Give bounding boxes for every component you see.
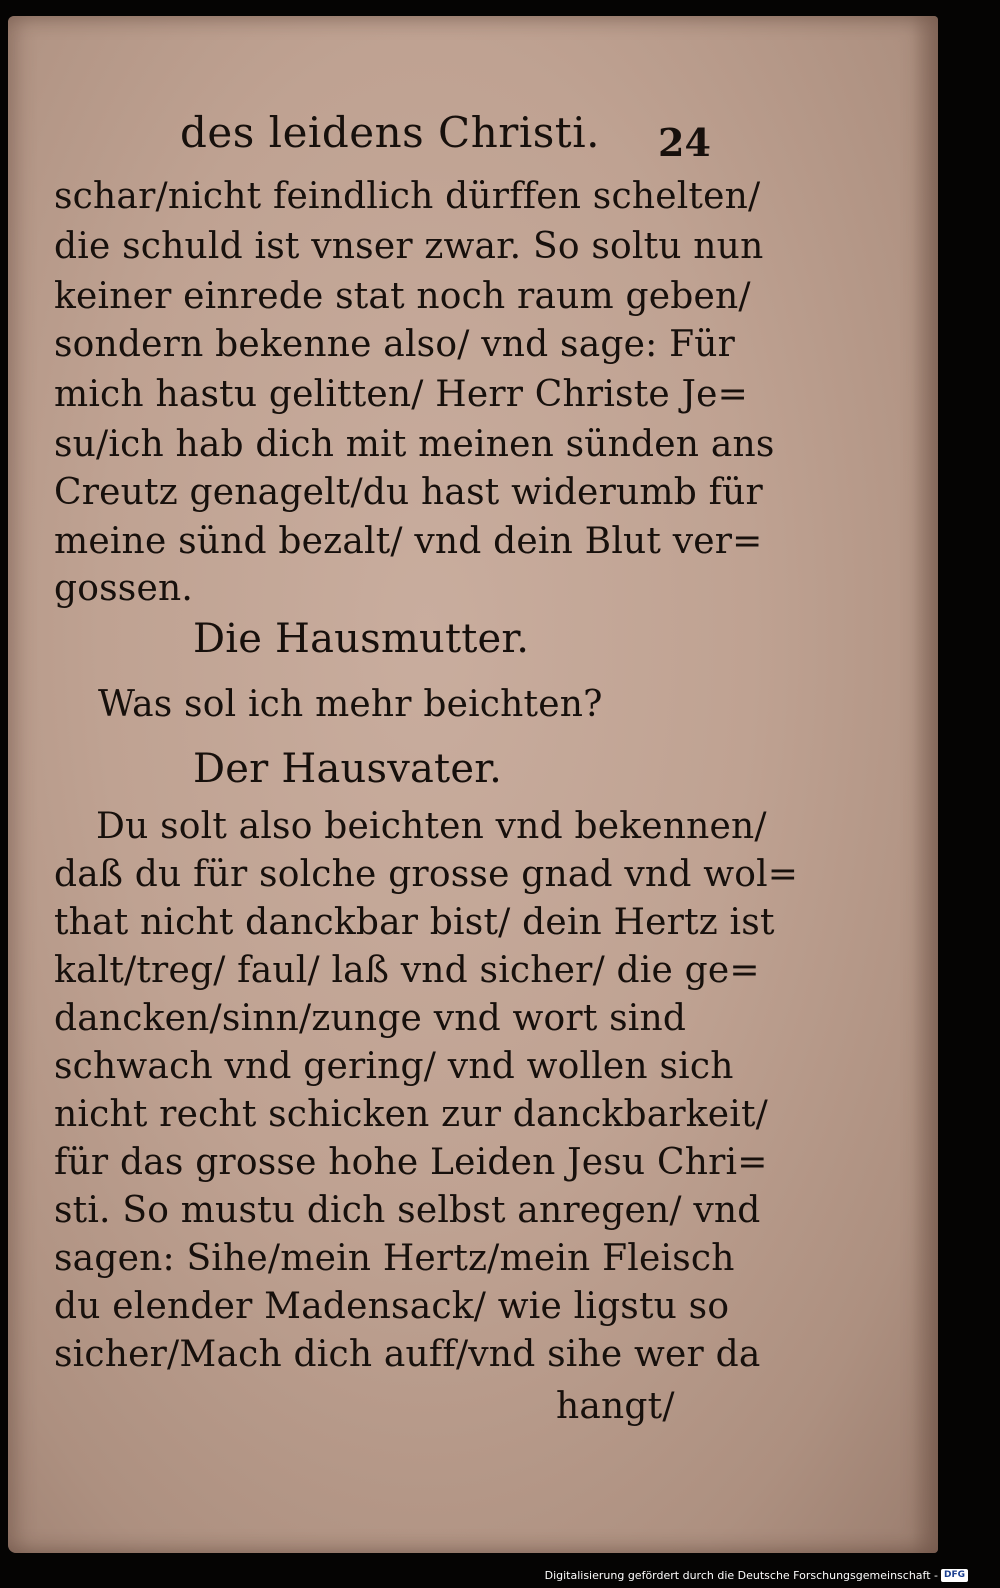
text-line: du elender Madensack/ wie ligstu so — [54, 1286, 730, 1327]
question-line: Was sol ich mehr beichten? — [98, 684, 603, 725]
catchword: hangt/ — [556, 1386, 675, 1427]
book-page — [8, 16, 938, 1553]
text-line: sondern bekenne also/ vnd sage: Für — [54, 324, 736, 365]
text-line: schar/nicht feindlich dürffen schelten/ — [54, 176, 761, 217]
credit-text: Digitalisierung gefördert durch die Deutsche Forschungsgemeinschaft - — [544, 1569, 938, 1582]
text-line: mich hastu gelitten/ Herr Christe Je= — [54, 374, 749, 415]
section-heading-hausmutter: Die Hausmutter. — [193, 616, 530, 662]
text-line: meine sünd bezalt/ vnd dein Blut ver= — [54, 521, 763, 562]
text-line: gossen. — [54, 568, 194, 609]
text-line: sagen: Sihe/mein Hertz/mein Fleisch — [54, 1238, 735, 1279]
text-line: kalt/treg/ faul/ laß vnd sicher/ die ge= — [54, 950, 760, 991]
text-line: Du solt also beichten vnd bekennen/ — [96, 806, 767, 847]
text-line: dancken/sinn/zunge vnd wort sind — [54, 998, 687, 1039]
text-line: daß du für solche grosse gnad vnd wol= — [54, 854, 799, 895]
text-line: keiner einrede stat noch raum geben/ — [54, 276, 751, 317]
digitization-credit — [545, 1569, 968, 1582]
text-line: für das grosse hohe Leiden Jesu Chri= — [54, 1142, 768, 1183]
text-line: die schuld ist vnser zwar. So soltu nun — [54, 226, 764, 267]
dfg-logo: DFG — [941, 1569, 968, 1582]
text-line: su/ich hab dich mit meinen sünden ans — [54, 424, 775, 465]
page-number: 24 — [658, 120, 711, 165]
text-line: nicht recht schicken zur danckbarkeit/ — [54, 1094, 768, 1135]
running-header-title: des leidens Christi. — [180, 108, 600, 157]
text-line: sicher/Mach dich auff/vnd sihe wer da — [54, 1334, 761, 1375]
section-heading-hausvater: Der Hausvater. — [193, 746, 503, 792]
text-line: Creutz genagelt/du hast widerumb für — [54, 472, 763, 513]
text-line: that nicht danckbar bist/ dein Hertz ist — [54, 902, 775, 943]
text-line: sti. So mustu dich selbst anregen/ vnd — [54, 1190, 761, 1231]
text-line: schwach vnd gering/ vnd wollen sich — [54, 1046, 734, 1087]
